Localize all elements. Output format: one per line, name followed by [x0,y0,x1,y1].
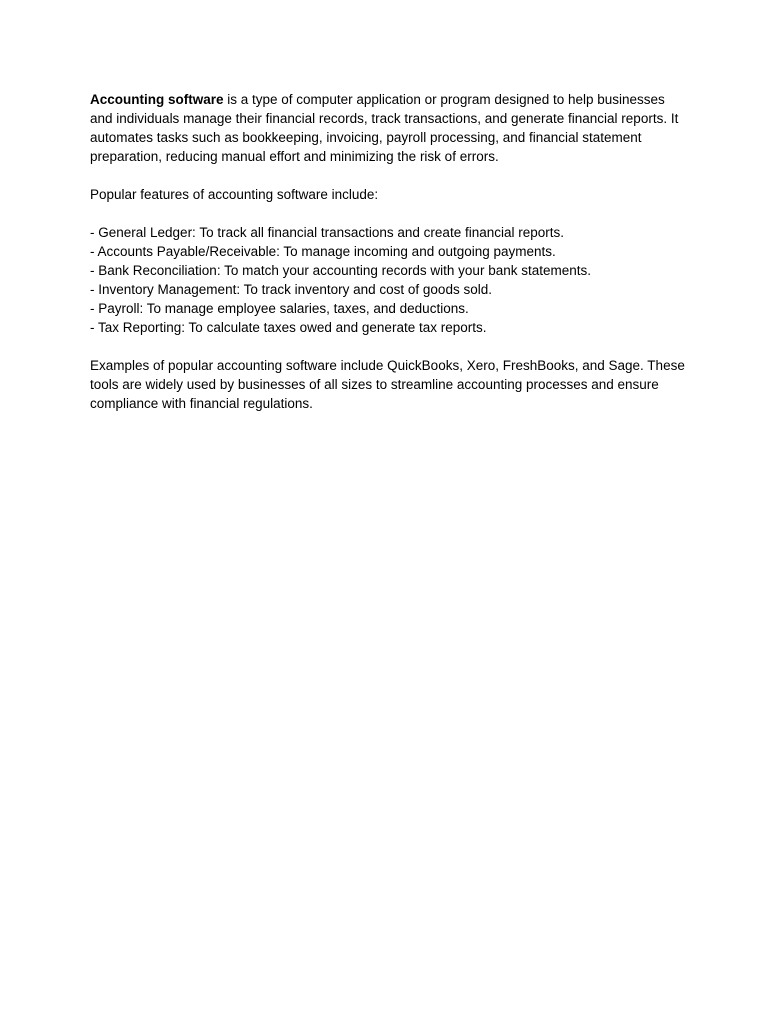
feature-item: - General Ledger: To track all financial transactions and create financial reports. [90,225,565,240]
features-list [90,223,690,337]
features-heading: Popular features of accounting software include: [90,187,379,202]
feature-item: - Tax Reporting: To calculate taxes owed and generate tax reports. [90,320,487,335]
intro-term: Accounting software [90,92,224,107]
feature-item: - Bank Reconciliation: To match your accounting records with your bank statements. [90,263,591,278]
intro-paragraph [90,90,690,166]
intro-text: is a type of computer application or program designed to help businesses and individuals manage their financial records, track transactions, and generate financial reports. It automates tasks such as bookkeeping, invoicing, payroll processing, and financial statement preparation, reducing manual effort and minimizing the risk of errors. [90,92,679,164]
feature-item: - Payroll: To manage employee salaries, taxes, and deductions. [90,301,469,316]
document-body [90,90,690,432]
examples-paragraph: Examples of popular accounting software include QuickBooks, Xero, FreshBooks, and Sage. These tools are widely used by businesses of all sizes to streamline accounting processes and ensure compliance with financial regulations. [90,358,685,411]
feature-item: - Accounts Payable/Receivable: To manage incoming and outgoing payments. [90,244,556,259]
feature-item: - Inventory Management: To track inventory and cost of goods sold. [90,282,492,297]
